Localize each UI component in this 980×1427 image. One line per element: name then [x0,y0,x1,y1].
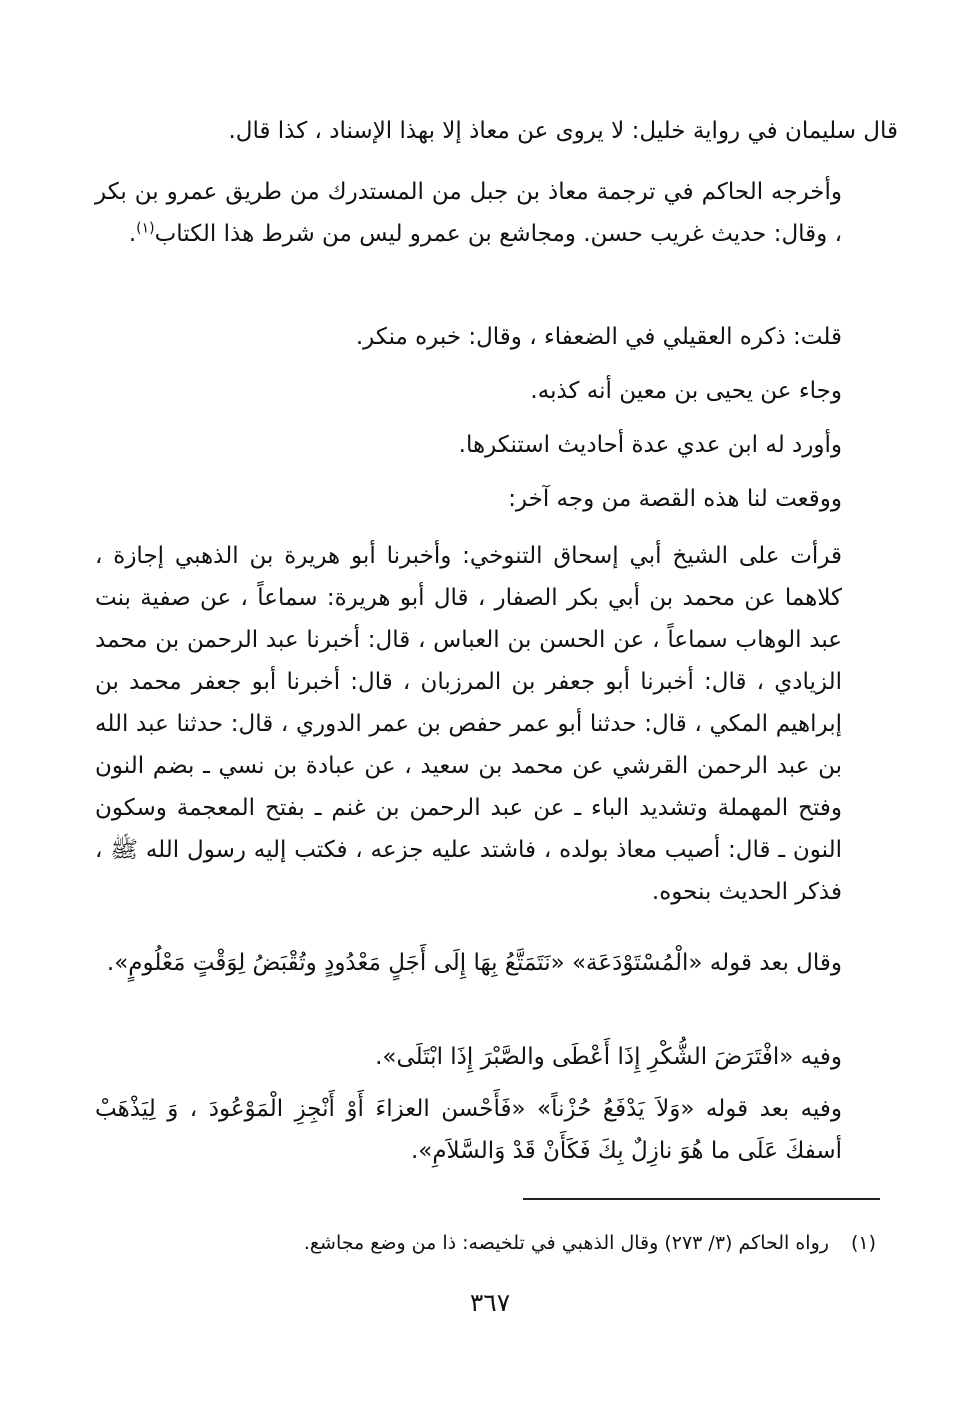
paragraph-5: وأورد له ابن عدي عدة أحاديث استنكرها. [458,432,842,458]
paragraph-1: قال سليمان في رواية خليل: لا يروى عن معاذ إلا بهذا الإسناد ، كذا قال. [228,118,898,144]
footnote-divider [523,1198,880,1200]
page-number: ٣٦٧ [469,1288,511,1317]
paragraph-7: قرأت على الشيخ أبي إسحاق التنوخي: وأخبرنا أبو هريرة بن الذهبي إجازة ، كلاهما عن محمد بن أبي بكر الصفار ، قال أبو هريرة: سماعاً ، عن صفية بنت عبد الوهاب سماعاً ، عن الحسن بن العباس ، قال: أخبرنا عبد الرحمن بن محمد الزيادي ، قال: أخبرنا أبو جعفر بن المرزبان ، قال: أخبرنا أبو جعفر محمد بن إبراهيم المكي ، قال: حدثنا أبو عمر حفص بن عمر الدوري ، قال: حدثنا عبد الله بن عبد الرحمن القرشي عن محمد بن سعيد ، عن عبادة بن نسي ـ بضم النون وفتح المهملة وتشديد الباء ـ عن عبد الرحمن بن غنم ـ بفتح المعجمة وسكون النون ـ قال: أصيب معاذ بولده ، فاشتد عليه جزعه ، فكتب إليه رسول الله ﷺ ، فذكر الحديث بنحوه. [95,543,842,905]
paragraph-3: قلت: ذكره العقيلي في الضعفاء ، وقال: خبره منكر. [355,324,842,350]
paragraph-8: وقال بعد قوله «الْمُسْتَوْدَعَة» «نَتَمَتَّعُ بِهَا إِلَى أَجَلٍ مَعْدُودٍ وتُقْبَضُ لِوَقْتٍ مَعْلُومٍ». [106,950,842,976]
paragraph-6: ووقعت لنا هذه القصة من وجه آخر: [508,486,842,512]
paragraph-2-text: وأخرجه الحاكم في ترجمة معاذ بن جبل من المستدرك من طريق عمرو بن بكر ، وقال: حديث غريب حسن. ومجاشع بن عمرو ليس من شرط هذا الكتاب [95,179,842,247]
paragraph-2-end: . [128,221,137,247]
paragraph-4: وجاء عن يحيى بن معين أنه كذبه. [530,378,842,404]
footnote-reference: (١) [136,220,155,237]
paragraph-10: وفيه بعد قوله «وَلاَ يَدْفَعُ حُزْناً» «فَأَحْسن العزاءَ أَوْ أَنْجِزِ الْمَوْعُودَ ، وَ لِيَذْهَبْ أسفكَ عَلَى ما هُوَ نازِلٌ بِكَ فَكَأَنْ قَدْ وَالسَّلاَمِ». [95,1096,842,1164]
footnote [116,1226,876,1260]
paragraph-9: وفيه «افْتَرَضَ الشُّكْرِ إِذَا أَعْطَى والصَّبْرَ إِذَا ابْتَلَى». [375,1044,842,1070]
footnote-text: رواه الحاكم (٣/ ٢٧٣) وقال الذهبي في تلخيصه: ذا من وضع مجاشع. [303,1232,829,1254]
paragraph-2 [95,171,898,255]
footnote-number: (١) [850,1232,876,1254]
